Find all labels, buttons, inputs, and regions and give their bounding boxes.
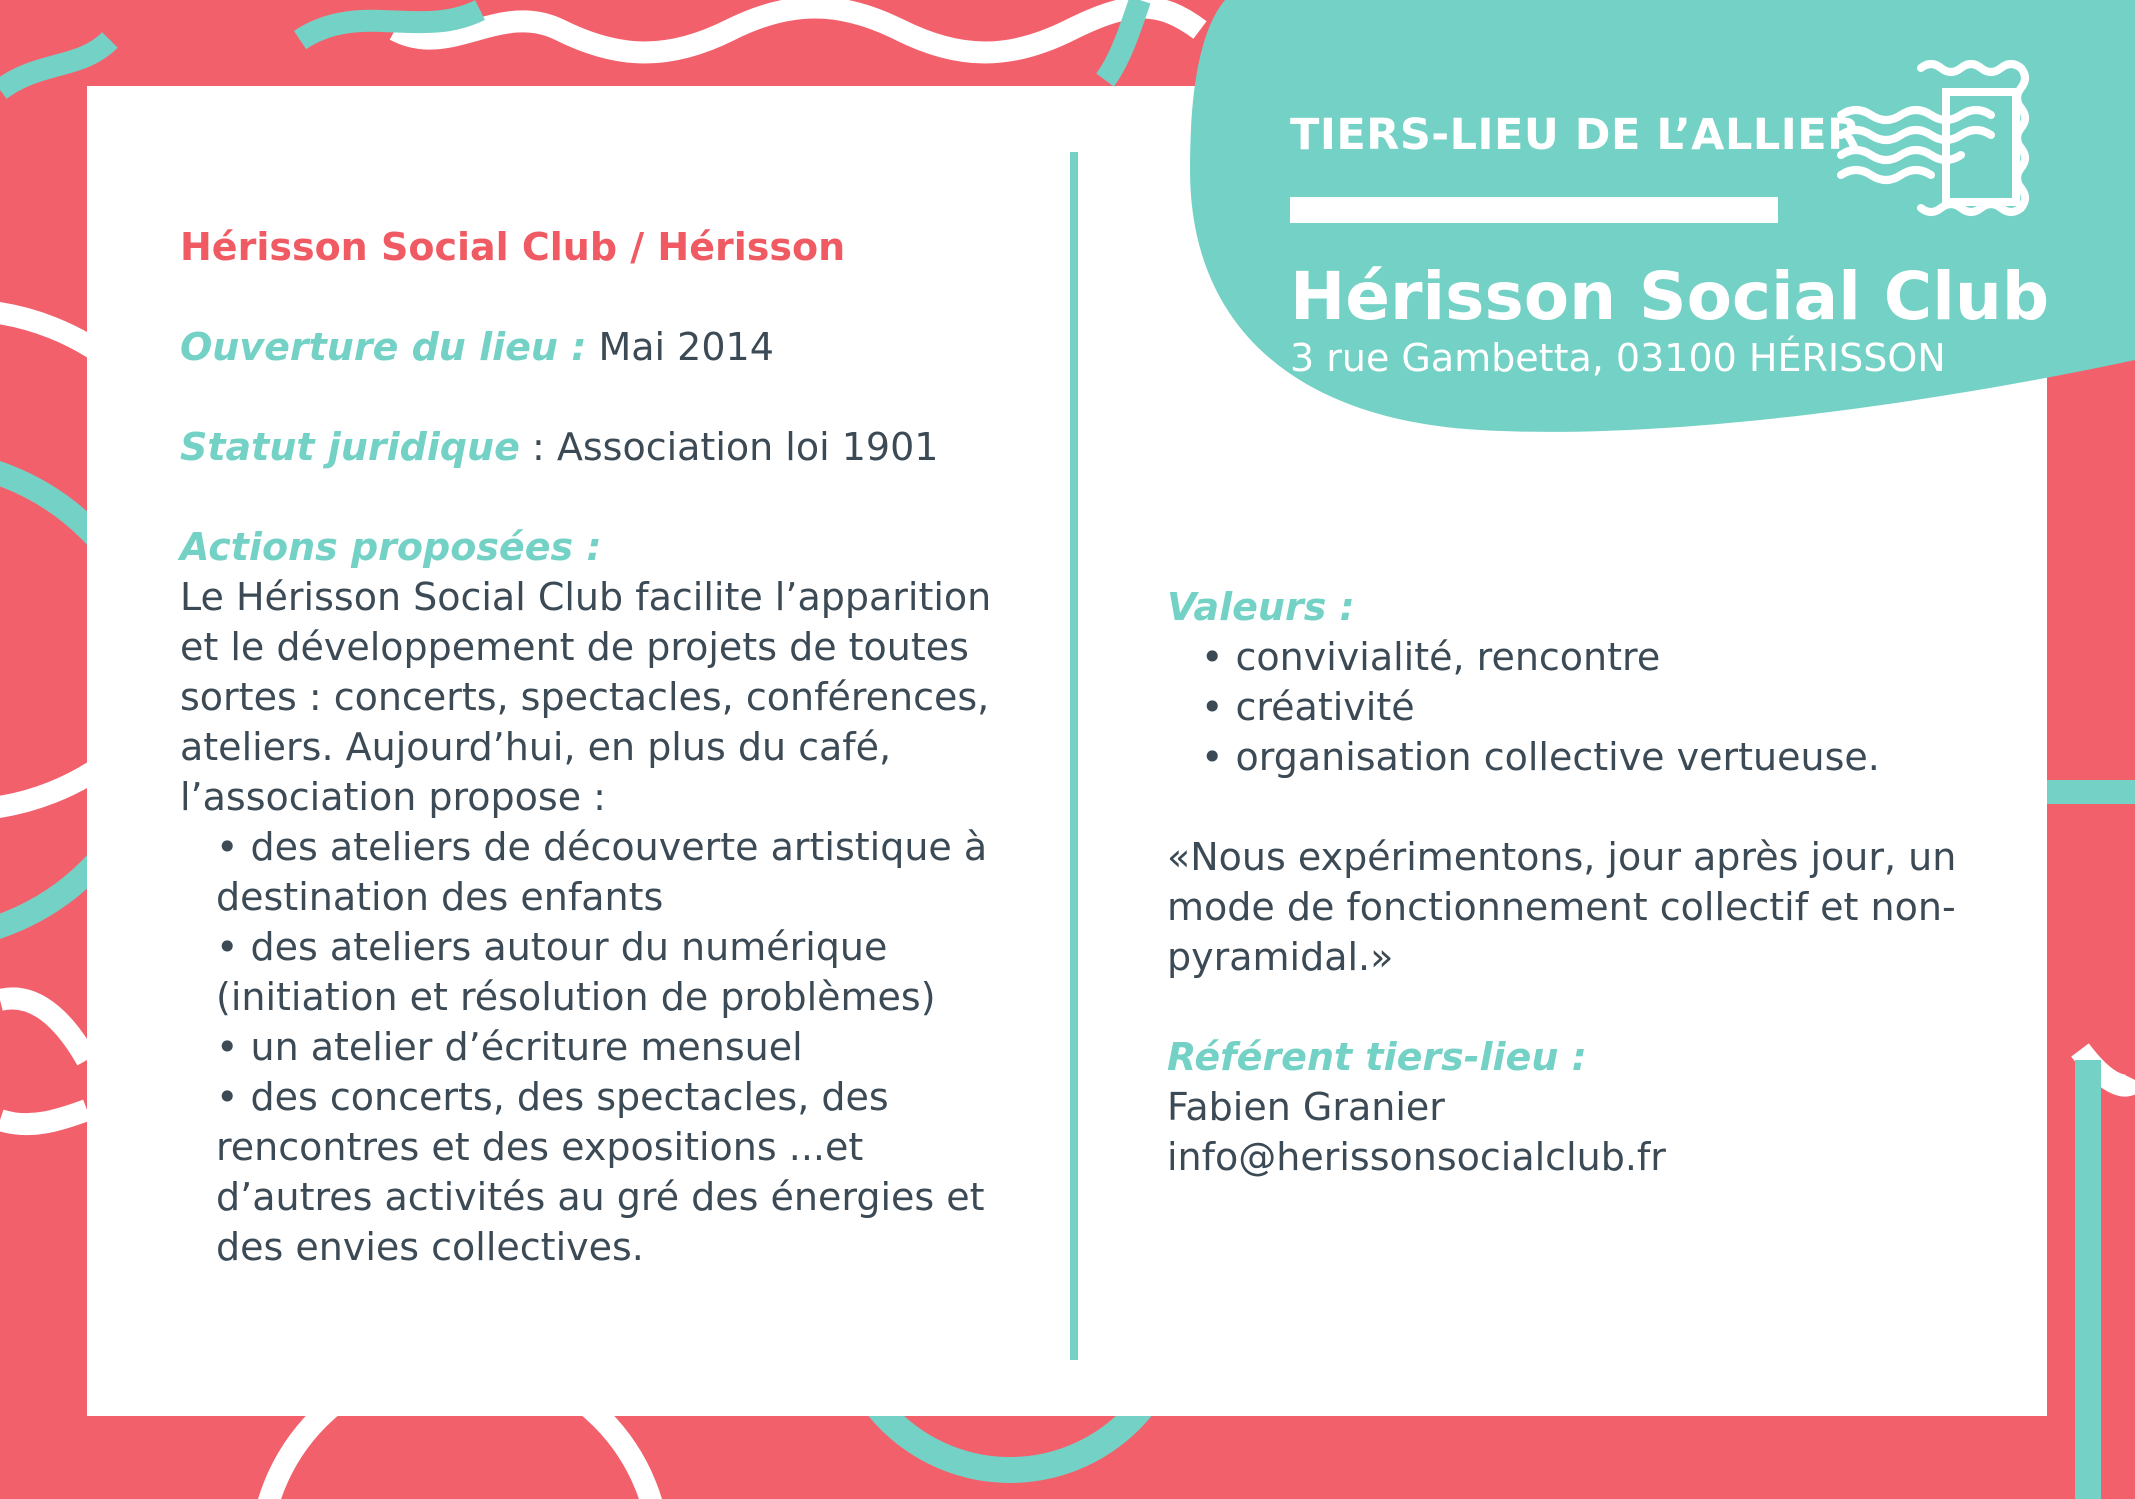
list-item: • créativité	[1201, 682, 1987, 732]
list-item: • un atelier d’écriture mensuel	[216, 1022, 1010, 1072]
values-label: Valeurs :	[1167, 585, 1355, 629]
list-item: • convivialité, rencontre	[1201, 632, 1987, 682]
place-title: Hérisson Social Club / Hérisson	[180, 225, 846, 269]
postage-stamp-icon	[1836, 60, 2066, 240]
referent-email: info@herissonsocialclub.fr	[1167, 1135, 1666, 1179]
header-place-name: Hérisson Social Club	[1290, 258, 2050, 335]
list-item: • des ateliers de découverte artistique à destination des enfants	[216, 822, 1010, 922]
actions-intro: Le Hérisson Social Club facilite l’apparition et le développement de projets de toutes sortes : concerts, spectacles, conférences, ateliers. Aujourd’hui, en plus du café, l’association propose :	[180, 575, 992, 819]
values-list	[1167, 632, 1987, 782]
header-kicker: TIERS-LIEU DE L’ALLIER	[1290, 110, 1861, 160]
list-item: • des ateliers autour du numérique (initiation et résolution de problèmes)	[216, 922, 1010, 1022]
referent-name: Fabien Granier	[1167, 1085, 1445, 1129]
opening-value: Mai 2014	[586, 325, 774, 369]
opening-line	[180, 322, 1010, 372]
header-underline	[1290, 197, 1778, 223]
header-address: 3 rue Gambetta, 03100 HÉRISSON	[1290, 336, 1946, 380]
list-item: • organisation collective vertueuse.	[1201, 732, 1987, 782]
quote: «Nous expérimentons, jour après jour, un mode de fonctionnement collectif et non-pyramidal.»	[1167, 835, 1957, 979]
status-line	[180, 422, 1010, 472]
actions-label: Actions proposées :	[180, 525, 602, 569]
list-item: • des concerts, des spectacles, des rencontres et des expositions ...et d’autres activités au gré des énergies et des envies collectives.	[216, 1072, 1010, 1272]
left-column	[180, 222, 1010, 1272]
actions-list	[180, 822, 1010, 1272]
column-divider	[1070, 152, 1078, 1360]
referent-label: Référent tiers-lieu :	[1167, 1035, 1587, 1079]
status-label: Statut juridique	[180, 425, 520, 469]
status-value: : Association loi 1901	[519, 425, 939, 469]
opening-label: Ouverture du lieu :	[180, 325, 587, 369]
right-column	[1167, 582, 1987, 1182]
